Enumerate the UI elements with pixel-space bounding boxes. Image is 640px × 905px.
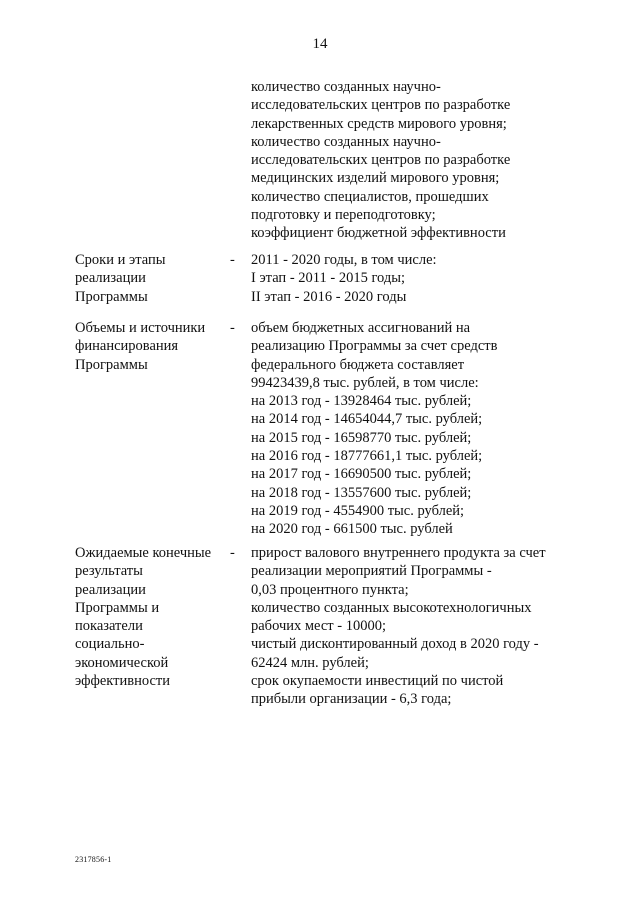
label-line: реализации: [75, 581, 146, 598]
value-line: II этап - 2016 - 2020 годы: [251, 288, 407, 305]
intro-line: количество созданных научно-: [251, 79, 441, 95]
value-line: срок окупаемости инвестиций по чистой: [251, 673, 504, 690]
value-line: прибыли организации - 6,3 года;: [251, 691, 452, 708]
value-line: 2011 - 2020 годы, в том числе:: [251, 252, 437, 268]
value-line: объем бюджетных ассигнований на: [251, 320, 471, 336]
value-line: на 2014 год - 14654044,7 тыс. рублей;: [251, 411, 483, 428]
intro-line: коэффициент бюджетной эффективности: [251, 225, 506, 242]
intro-line: медицинских изделий мирового уровня;: [251, 170, 500, 187]
separator-dash: -: [230, 545, 235, 561]
page-number: 14: [312, 36, 328, 52]
value-line: количество созданных высокотехнологичных: [251, 599, 532, 616]
value-line: рабочих мест - 10000;: [251, 618, 386, 635]
value-line: чистый дисконтированный доход в 2020 году -: [251, 636, 539, 653]
intro-line: исследовательских центров по разработке: [251, 152, 511, 169]
section-value: [251, 251, 591, 306]
label-line: социально-: [75, 636, 145, 653]
label-line: Ожидаемые конечные: [75, 545, 212, 561]
label-line: Программы: [75, 288, 148, 305]
label-line: эффективности: [75, 673, 170, 690]
value-line: на 2015 год - 16598770 тыс. рублей;: [251, 429, 472, 446]
separator-dash: -: [230, 252, 235, 268]
label-line: показатели: [75, 618, 143, 635]
label-line: финансирования: [75, 338, 179, 355]
value-line: I этап - 2011 - 2015 годы;: [251, 270, 406, 287]
section-value: [251, 544, 591, 709]
section-label: [75, 319, 225, 374]
label-line: Программы: [75, 356, 148, 373]
value-line: на 2016 год - 18777661,1 тыс. рублей;: [251, 448, 483, 465]
separator-dash: -: [230, 320, 235, 336]
value-line: реализацию Программы за счет средств: [251, 338, 498, 355]
intro-line: количество специалистов, прошедших: [251, 188, 489, 205]
label-line: Сроки и этапы: [75, 252, 166, 268]
document-code: 2317856-1: [75, 855, 112, 864]
label-line: результаты: [75, 563, 143, 580]
value-line: федерального бюджета составляет: [251, 356, 465, 373]
value-line: 99423439,8 тыс. рублей, в том числе:: [251, 374, 479, 391]
value-line: на 2020 год - 661500 тыс. рублей: [251, 521, 453, 538]
section-value: [251, 319, 591, 539]
intro-line: лекарственных средств мирового уровня;: [251, 115, 507, 132]
label-line: Объемы и источники: [75, 320, 206, 336]
label-line: экономической: [75, 654, 169, 671]
intro-indicators-list: [251, 78, 581, 243]
value-line: 0,03 процентного пункта;: [251, 581, 409, 598]
label-line: реализации: [75, 270, 146, 287]
section-label: [75, 251, 225, 306]
value-line: 62424 млн. рублей;: [251, 654, 369, 671]
label-line: Программы и: [75, 599, 160, 616]
section-label: [75, 544, 225, 690]
value-line: реализации мероприятий Программы -: [251, 563, 492, 580]
intro-line: подготовку и переподготовку;: [251, 207, 436, 224]
value-line: на 2013 год - 13928464 тыс. рублей;: [251, 393, 472, 410]
intro-line: количество созданных научно-: [251, 133, 441, 150]
value-line: на 2017 год - 16690500 тыс. рублей;: [251, 466, 472, 483]
value-line: на 2018 год - 13557600 тыс. рублей;: [251, 484, 472, 501]
value-line: прирост валового внутреннего продукта за счет: [251, 545, 546, 561]
value-line: на 2019 год - 4554900 тыс. рублей;: [251, 502, 465, 519]
intro-line: исследовательских центров по разработке: [251, 97, 511, 114]
